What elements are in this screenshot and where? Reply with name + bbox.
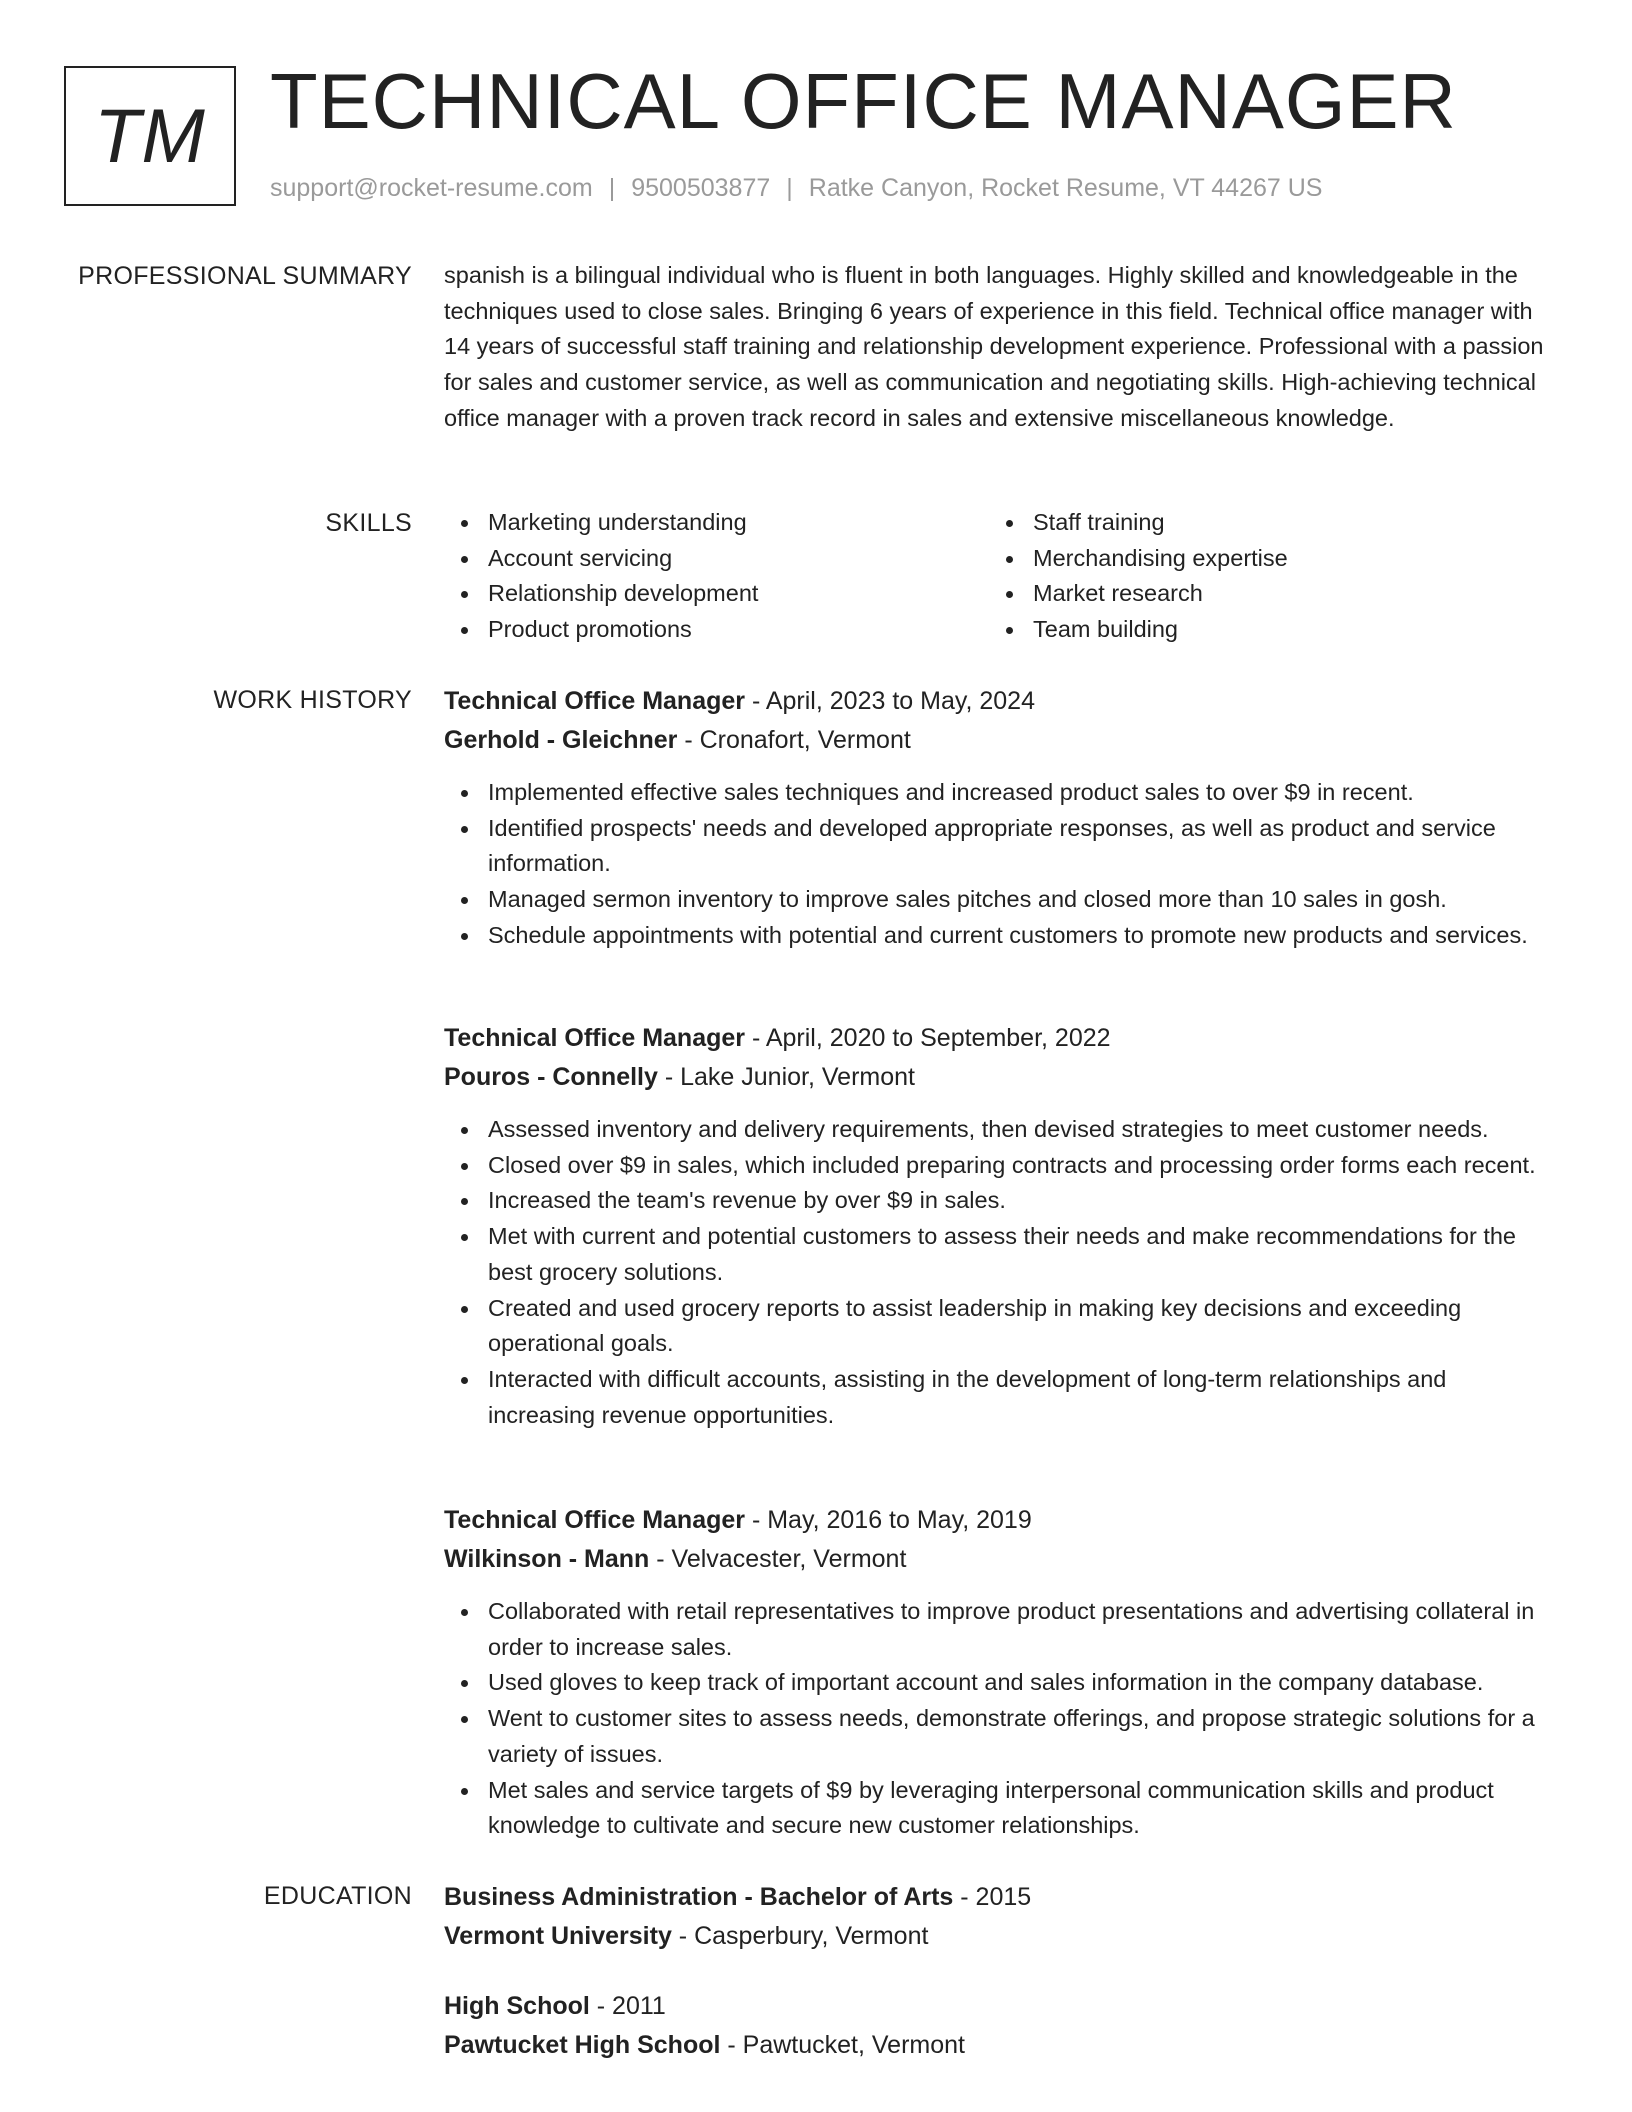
summary-text: spanish is a bilingual individual who is fluent in both languages. Highly skilled and knowledgeable in the techniques used to close sales. Bringing 6 years of experience in this field. Technical office manager with 14 years of successful staff training and relationship development experience. Professional with a passion for sales and customer service, as well as communication and negotiating skills. High-achieving technical office manager with a proven track record in sales and extensive miscellaneous knowledge. xyxy=(444,262,1544,431)
contact-line xyxy=(270,174,1322,203)
education-school-line xyxy=(444,1917,1554,1956)
skill-item: Team building xyxy=(1033,612,1534,648)
skill-item: Merchandising expertise xyxy=(1033,541,1534,577)
education-school-line xyxy=(444,2026,1554,2065)
job-company-line xyxy=(444,721,1554,760)
job-entry xyxy=(444,1019,1554,1433)
job-bullet: Increased the team's revenue by over $9 in sales. xyxy=(488,1183,1554,1219)
job-bullet: Identified prospects' needs and developed appropriate responses, as well as product and service information. xyxy=(488,811,1554,882)
job-bullet: Closed over $9 in sales, which included preparing contracts and processing order forms each recent. xyxy=(488,1148,1554,1184)
skill-item: Product promotions xyxy=(488,612,989,648)
education-year: - 2011 xyxy=(589,1992,666,2020)
page-title: TECHNICAL OFFICE MANAGER xyxy=(270,57,1457,145)
education-school: Pawtucket High School xyxy=(444,2031,721,2059)
job-dates: - May, 2016 to May, 2019 xyxy=(745,1506,1032,1534)
job-bullet: Managed sermon inventory to improve sales pitches and closed more than 10 sales in gosh. xyxy=(488,882,1554,918)
job-bullet: Created and used grocery reports to assist leadership in making key decisions and exceeding operational goals. xyxy=(488,1291,1554,1362)
job-title: Technical Office Manager xyxy=(444,687,746,715)
monogram-box xyxy=(64,66,236,206)
job-title: Technical Office Manager xyxy=(444,1506,746,1534)
education-degree: High School xyxy=(444,1992,590,2020)
education-degree-line xyxy=(444,1987,1554,2026)
job-title: Technical Office Manager xyxy=(444,1024,746,1052)
job-location: - Velvacester, Vermont xyxy=(649,1545,907,1573)
job-bullet: Went to customer sites to assess needs, demonstrate offerings, and propose strategic solutions for a variety of issues. xyxy=(488,1701,1554,1772)
job-bullet: Met sales and service targets of $9 by leveraging interpersonal communication skills and product knowledge to cultivate and secure new customer relationships. xyxy=(488,1773,1554,1844)
education-year: - 2015 xyxy=(953,1883,1032,1911)
skills-column-right xyxy=(989,505,1534,648)
job-bullet-list xyxy=(444,1112,1554,1433)
education-location: - Pawtucket, Vermont xyxy=(720,2031,965,2059)
education-location: - Casperbury, Vermont xyxy=(671,1922,929,1950)
job-company-line xyxy=(444,1540,1554,1579)
job-bullet: Collaborated with retail representatives to improve product presentations and advertising collateral in order to increase sales. xyxy=(488,1594,1554,1665)
section-label-summary: PROFESSIONAL SUMMARY xyxy=(78,262,412,290)
monogram-initials: TM xyxy=(94,93,206,179)
skill-item: Account servicing xyxy=(488,541,989,577)
education-degree: Business Administration - Bachelor of Arts xyxy=(444,1883,954,1911)
skills-column-left xyxy=(444,505,989,648)
job-entry xyxy=(444,682,1554,954)
skills-grid xyxy=(444,505,1554,648)
job-bullet: Assessed inventory and delivery requirements, then devised strategies to meet customer needs. xyxy=(488,1112,1554,1148)
job-title-line xyxy=(444,1501,1554,1540)
job-bullet: Met with current and potential customers to assess their needs and make recommendations for the best grocery solutions. xyxy=(488,1219,1554,1290)
section-label-education: EDUCATION xyxy=(263,1882,412,1910)
job-bullet: Used gloves to keep track of important account and sales information in the company database. xyxy=(488,1665,1554,1701)
section-label-work-history: WORK HISTORY xyxy=(213,686,412,714)
education-school: Vermont University xyxy=(444,1922,672,1950)
education-degree-line xyxy=(444,1878,1554,1917)
job-company: Wilkinson - Mann xyxy=(444,1545,650,1573)
job-bullet: Implemented effective sales techniques and increased product sales to over $9 in recent. xyxy=(488,775,1554,811)
job-company-line xyxy=(444,1058,1554,1097)
job-bullet-list xyxy=(444,775,1554,954)
contact-separator: | xyxy=(786,174,793,202)
contact-address: Ratke Canyon, Rocket Resume, VT 44267 US xyxy=(808,174,1323,202)
skill-item: Market research xyxy=(1033,576,1534,612)
contact-phone[interactable]: 9500503877 xyxy=(631,174,771,202)
job-location: - Cronafort, Vermont xyxy=(677,726,911,754)
contact-separator: | xyxy=(608,174,616,202)
job-company: Gerhold - Gleichner xyxy=(444,726,678,754)
job-bullet: Interacted with difficult accounts, assisting in the development of long-term relationships and increasing revenue opportunities. xyxy=(488,1362,1554,1433)
job-title-line xyxy=(444,682,1554,721)
job-location: - Lake Junior, Vermont xyxy=(657,1063,915,1091)
section-label-skills: SKILLS xyxy=(325,509,412,537)
job-bullet: Schedule appointments with potential and current customers to promote new products and services. xyxy=(488,918,1554,954)
education-entry xyxy=(444,1987,1554,2065)
skill-item: Staff training xyxy=(1033,505,1534,541)
skills-list xyxy=(989,505,1534,648)
skills-list xyxy=(444,505,989,648)
job-bullet-list xyxy=(444,1594,1554,1844)
skill-item: Relationship development xyxy=(488,576,989,612)
education-entry xyxy=(444,1878,1554,1956)
job-company: Pouros - Connelly xyxy=(444,1063,658,1091)
contact-email[interactable]: support@rocket-resume.com xyxy=(270,174,593,202)
job-dates: - April, 2020 to September, 2022 xyxy=(745,1024,1111,1052)
job-title-line xyxy=(444,1019,1554,1058)
skills-content xyxy=(444,505,1554,648)
summary-content xyxy=(444,258,1554,437)
skill-item: Marketing understanding xyxy=(488,505,989,541)
job-dates: - April, 2023 to May, 2024 xyxy=(745,687,1035,715)
job-entry xyxy=(444,1501,1554,1844)
